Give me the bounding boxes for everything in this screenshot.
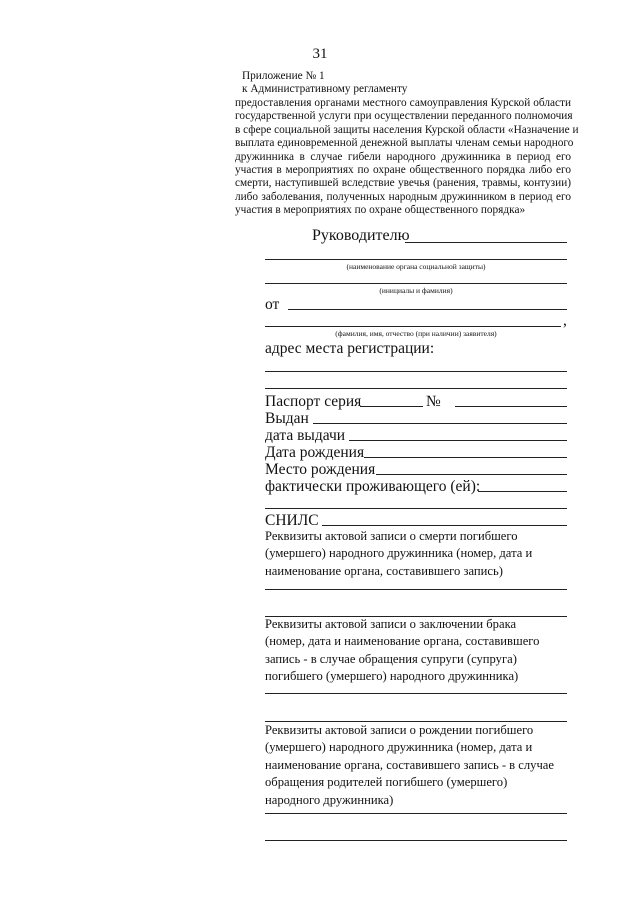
- residence-label: фактически проживающего (ей):: [265, 478, 481, 495]
- applicant-caption: (фамилия, имя, отчество (при наличии) заявителя): [335, 329, 497, 338]
- birth-place-line[interactable]: [376, 474, 567, 475]
- page-number: 31: [312, 46, 328, 62]
- birth-record-line: обращения родителей погибшего (умершего): [265, 775, 508, 790]
- from-label: от: [265, 296, 280, 313]
- birth-date-line[interactable]: [364, 457, 567, 458]
- birth-place-label: Место рождения: [265, 461, 376, 478]
- head-name-line[interactable]: [405, 242, 567, 243]
- passport-number-line[interactable]: [455, 406, 567, 407]
- passport-series-line[interactable]: [360, 406, 423, 407]
- marriage-record-line: Реквизиты актовой записи о заключении брака: [265, 617, 517, 631]
- residence-line-2[interactable]: [265, 508, 567, 509]
- regulation-line: смерти, наступившей вследствие увечья (ранения, травмы, контузии): [235, 177, 571, 190]
- birth-record-line: Реквизиты актовой записи о рождении погибшего: [265, 723, 534, 737]
- issued-label: Выдан: [265, 410, 309, 427]
- snils-line[interactable]: [322, 525, 567, 526]
- marriage-record-line-1[interactable]: [265, 693, 567, 694]
- passport-number-label: №: [426, 393, 441, 410]
- regulation-line: выплата единовременной денежной выплаты членам семьи народного: [235, 137, 574, 150]
- issue-date-label: дата выдачи: [265, 427, 346, 444]
- issued-line[interactable]: [313, 423, 567, 424]
- applicant-comma: ,: [563, 312, 567, 329]
- organ-name-line[interactable]: [265, 259, 567, 260]
- death-record-line: наименование органа, составившего запись): [265, 563, 503, 578]
- marriage-record-line: запись - в случае обращения супруги (супруга): [265, 651, 517, 666]
- birth-date-label: Дата рождения: [265, 444, 365, 461]
- regulation-line: предоставления органами местного самоуправления Курской области: [235, 97, 571, 109]
- address-line-1[interactable]: [265, 371, 567, 372]
- birth-record-label: [265, 722, 554, 809]
- regulation-line: дружинника в случае гибели народного дружинника в период его: [235, 150, 571, 163]
- residence-line-1[interactable]: [478, 491, 567, 492]
- regulation-line: участия в мероприятиях по охране общественного порядка либо его: [235, 164, 571, 177]
- death-record-line-1[interactable]: [265, 589, 567, 590]
- address-line-2[interactable]: [265, 388, 567, 389]
- death-record-line: Реквизиты актовой записи о смерти погибшего: [265, 529, 518, 543]
- initials-caption: (инициалы и фамилия): [379, 286, 453, 295]
- regulation-line: участия в мероприятиях по охране общественного порядка»: [235, 204, 526, 217]
- birth-record-line-2[interactable]: [265, 840, 567, 841]
- initials-line[interactable]: [265, 283, 567, 284]
- addressee-head-label: Руководителю: [312, 227, 410, 244]
- marriage-record-line: (номер, дата и наименование органа, составившего: [265, 634, 540, 649]
- from-line[interactable]: [288, 309, 567, 310]
- regulation-line: либо заболевания, полученных народным дружинником в период его: [235, 190, 571, 203]
- snils-label: СНИЛС: [265, 512, 319, 529]
- regulation-reference: к Административному регламенту: [242, 83, 408, 95]
- marriage-record-label: [265, 616, 539, 686]
- birth-record-line: народного дружинника): [265, 792, 394, 807]
- marriage-record-line: погибшего (умершего) народного дружинника): [265, 669, 519, 684]
- birth-record-line: наименование органа, составившего запись - в случае: [265, 757, 554, 772]
- organ-caption: (наименование органа социальной защиты): [346, 262, 486, 271]
- address-label: адрес места регистрации:: [265, 340, 435, 357]
- birth-record-line: (умершего) народного дружинника (номер, дата и: [265, 740, 533, 755]
- issue-date-line[interactable]: [349, 440, 567, 441]
- birth-record-line-1[interactable]: [265, 813, 567, 814]
- appendix-title: Приложение № 1: [242, 70, 325, 82]
- applicant-line[interactable]: [265, 326, 561, 327]
- death-record-label: [265, 528, 532, 580]
- passport-series-label: Паспорт серия: [265, 393, 362, 410]
- regulation-line: в сфере социальной защиты населения Курской области «Назначение и: [235, 123, 579, 136]
- regulation-description: [235, 97, 579, 218]
- regulation-line: государственной услуги при осуществлении переданного полномочия: [235, 110, 573, 123]
- death-record-line: (умершего) народного дружинника (номер, дата и: [265, 546, 533, 561]
